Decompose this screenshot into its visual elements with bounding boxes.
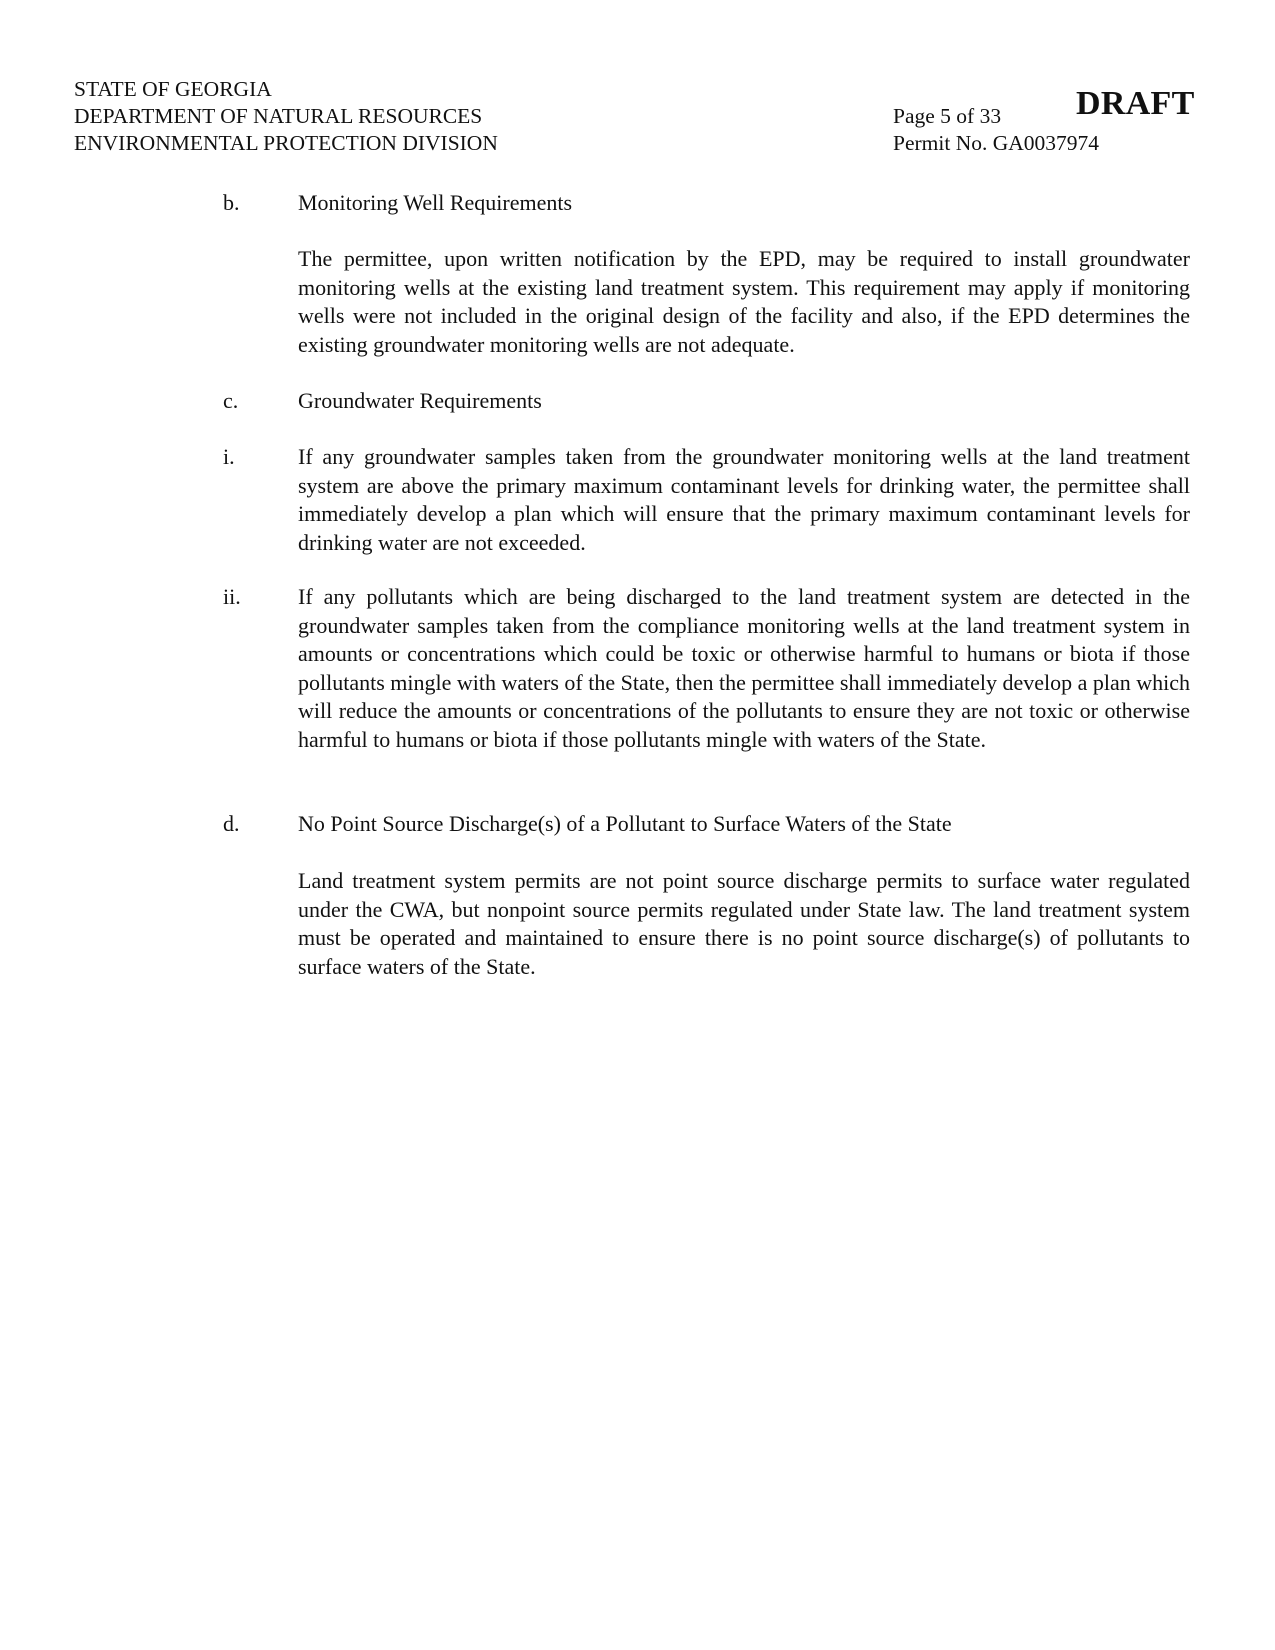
header-division: ENVIRONMENTAL PROTECTION DIVISION bbox=[74, 131, 498, 155]
draft-stamp: DRAFT bbox=[1076, 85, 1195, 122]
header-department: DEPARTMENT OF NATURAL RESOURCES bbox=[74, 104, 483, 128]
subsection-marker: ii. bbox=[223, 584, 241, 609]
section-title: Monitoring Well Requirements bbox=[298, 190, 573, 215]
section-marker: b. bbox=[223, 190, 240, 215]
permit-number: Permit No. GA0037974 bbox=[893, 131, 1100, 155]
section-d-paragraph: Land treatment system permits are not point source discharge permits to surface water regulated under the CWA, but nonpoint source permits regulated under State law. The land treatment system must be operated and maintained to ensure there is no point source discharge(s) of pollutants to surface waters of the State. bbox=[298, 868, 1190, 979]
section-marker: c. bbox=[223, 388, 239, 413]
subsection-marker: i. bbox=[223, 444, 235, 469]
section-b-paragraph: The permittee, upon written notification by the EPD, may be required to install groundwater monitoring wells at the existing land treatment system. This requirement may apply if monitoring wells were not included in the original design of the facility and also, if the EPD determines the existing groundwater monitoring wells are not adequate. bbox=[298, 246, 1190, 357]
page-info bbox=[893, 103, 1099, 157]
subsection-c-i-paragraph: If any groundwater samples taken from the groundwater monitoring wells at the land treatment system are above the primary maximum contaminant levels for drinking water, the permittee shall immediately develop a plan which will ensure that the primary maximum contaminant levels for drinking water are not exceeded. bbox=[298, 444, 1190, 555]
subsection-c-ii-paragraph: If any pollutants which are being discharged to the land treatment system are detected in the groundwater samples taken from the compliance monitoring wells at the land treatment system in amounts or concentrations which could be toxic or otherwise harmful to humans or biota if those pollutants mingle with waters of the State, then the permittee shall immediately develop a plan which will reduce the amounts or concentrations of the pollutants to ensure they are not toxic or otherwise harmful to humans or biota if those pollutants mingle with waters of the State. bbox=[298, 584, 1190, 752]
section-title: No Point Source Discharge(s) of a Pollutant to Surface Waters of the State bbox=[298, 811, 952, 836]
section-marker: d. bbox=[223, 811, 240, 836]
page-number: Page 5 of 33 bbox=[893, 104, 1002, 128]
agency-header bbox=[74, 76, 498, 157]
header-state: STATE OF GEORGIA bbox=[74, 77, 272, 101]
section-title: Groundwater Requirements bbox=[298, 388, 542, 413]
